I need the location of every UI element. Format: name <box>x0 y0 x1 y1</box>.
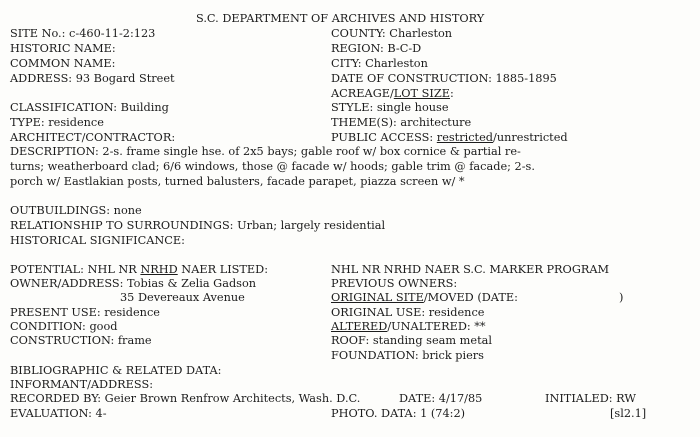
form-title: S.C. DEPARTMENT OF ARCHIVES AND HISTORY <box>196 12 485 25</box>
roof: ROOF: standing seam metal <box>331 334 492 347</box>
altered-unaltered: ALTERED/UNALTERED: ** <box>331 320 486 333</box>
address: ADDRESS: 93 Bogard Street <box>10 72 175 85</box>
owner-address-line-2: 35 Devereaux Avenue <box>120 291 245 304</box>
recorded-by: RECORDED BY: Geier Brown Renfrow Architects, Wash. D.C. <box>10 392 361 405</box>
photo-data: PHOTO. DATA: 1 (74:2) <box>331 407 466 420</box>
sheet-code: [sl2.1] <box>610 407 647 420</box>
common-name: COMMON NAME: <box>10 57 116 70</box>
evaluation: EVALUATION: 4- <box>10 407 107 420</box>
foundation: FOUNDATION: brick piers <box>331 349 484 362</box>
public-access: PUBLIC ACCESS: restricted/unrestricted <box>331 131 568 144</box>
description-line-3: porch w/ Eastlakian posts, turned balusters, facade parapet, piazza screen w/ * <box>10 175 465 188</box>
relationship-to-surroundings: RELATIONSHIP TO SURROUNDINGS: Urban; largely residential <box>10 219 386 232</box>
original-use: ORIGINAL USE: residence <box>331 306 485 319</box>
date-of-construction: DATE OF CONSTRUCTION: 1885-1895 <box>331 72 557 85</box>
original-site-close: ) <box>619 291 624 304</box>
owner-address: OWNER/ADDRESS: Tobias & Zelia Gadson <box>10 277 257 290</box>
type: TYPE: residence <box>10 116 104 129</box>
altered-selected: ALTERED <box>331 320 388 333</box>
potential-status: POTENTIAL: NHL NR NRHD NAER LISTED: <box>10 263 269 276</box>
historic-name: HISTORIC NAME: <box>10 42 116 55</box>
present-use: PRESENT USE: residence <box>10 306 160 319</box>
city: CITY: Charleston <box>331 57 428 70</box>
outbuildings: OUTBUILDINGS: none <box>10 204 142 217</box>
site-number: SITE No.: c-460-11-2:123 <box>10 27 156 40</box>
historical-significance: HISTORICAL SIGNIFICANCE: <box>10 234 185 247</box>
construction: CONSTRUCTION: frame <box>10 334 152 347</box>
description-line-1: DESCRIPTION: 2-s. frame single hse. of 2x5 bays; gable roof w/ box cornice & partial re- <box>10 145 521 158</box>
bibliographic-data: BIBLIOGRAPHIC & RELATED DATA: <box>10 364 222 377</box>
condition: CONDITION: good <box>10 320 118 333</box>
themes: THEME(S): architecture <box>331 116 472 129</box>
region: REGION: B-C-D <box>331 42 422 55</box>
informant-address: INFORMANT/ADDRESS: <box>10 378 154 391</box>
style: STYLE: single house <box>331 101 449 114</box>
original-site-selected: ORIGINAL SITE <box>331 291 424 304</box>
classification: CLASSIFICATION: Building <box>10 101 169 114</box>
previous-owners: PREVIOUS OWNERS: <box>331 277 458 290</box>
original-site-moved: ORIGINAL SITE/MOVED (DATE: <box>331 291 518 304</box>
listed-options: NHL NR NRHD NAER S.C. MARKER PROGRAM <box>331 263 610 276</box>
public-access-selected: restricted <box>436 131 494 144</box>
county: COUNTY: Charleston <box>331 27 453 40</box>
lot-size-selected: LOT SIZE <box>393 87 450 100</box>
acreage-lot-size: ACREAGE/LOT SIZE: <box>331 87 454 100</box>
architect-contractor: ARCHITECT/CONTRACTOR: <box>10 131 176 144</box>
potential-selected: NRHD <box>140 263 178 276</box>
record-date: DATE: 4/17/85 <box>399 392 483 405</box>
initialed: INITIALED: RW <box>545 392 637 405</box>
description-line-2: turns; weatherboard clad; 6/6 windows, those @ facade w/ hoods; gable trim @ facade; 2-s. <box>10 160 535 173</box>
